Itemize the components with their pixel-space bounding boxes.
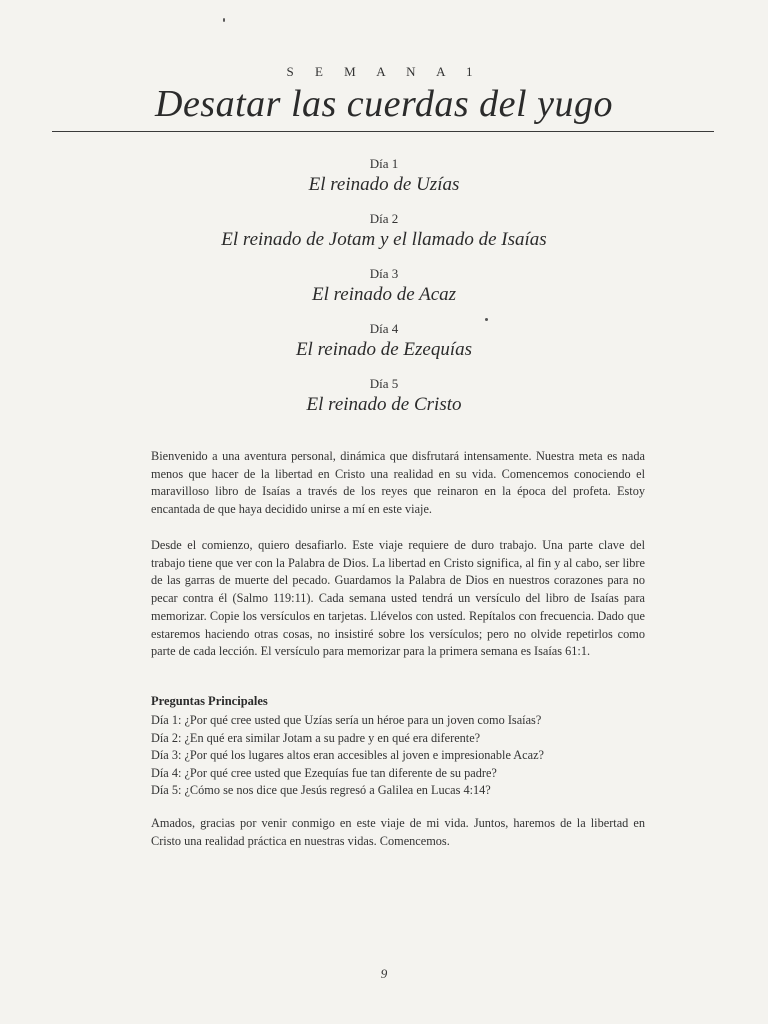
page-title: Desatar las cuerdas del yugo [155, 83, 613, 125]
questions-list [151, 712, 645, 800]
intro-paragraph: Desde el comienzo, quiero desafiarlo. Este viaje requiere de duro trabajo. Una parte clave del trabajo tiene que ver con la Palabra de Dios. La libertad en Cristo significa, al fin y al cabo, ser libre de las garras de muerte del pecado. Guardamos la Palabra de Dios en nuestros corazones para no pecar contra él (Salmo 119:11). Cada semana usted tendrá un versículo del libro de Isaías para memorizar. Copie los versículos en tarjetas. Llévelos con usted. Repítalos con frecuencia. Dado que estaremos haciendo otras cosas, no insistiré sobre los versículos; pero no olvide repetirlos como parte de cada lección. El versículo para memorizar para la primera semana es Isaías 61:1. [151, 538, 645, 659]
day-label: Día 5 [369, 376, 399, 391]
day-label: Día 3 [369, 266, 399, 281]
question-item: Día 1: ¿Por qué cree usted que Uzías sería un héroe para un joven como Isaías? [151, 713, 542, 727]
questions-heading: Preguntas Principales [151, 694, 268, 708]
intro-paragraph: Bienvenido a una aventura personal, dinámica que disfrutará intensamente. Nuestra meta es nada menos que hacer de la libertad en Cristo una realidad en su vida. Comencemos conociendo el maravilloso libro de Isaías a través de los reyes que reinaron en la época del profeta. Estoy encantada de que haya decidido unirse a mí en este viaje. [151, 449, 645, 517]
closing-paragraph: Amados, gracias por venir conmigo en este viaje de mi vida. Juntos, haremos de la libertad en Cristo una realidad práctica en nuestras vidas. Comencemos. [151, 816, 645, 848]
question-item: Día 3: ¿Por qué los lugares altos eran accesibles al joven e impresionable Acaz? [151, 748, 545, 763]
question-item: Día 2: ¿En qué era similar Jotam a su padre y en qué era diferente? [151, 730, 481, 745]
day-title: El reinado de Jotam y el llamado de Isaías [221, 229, 547, 250]
question-item: Día 5: ¿Cómo se nos dice que Jesús regresó a Galilea en Lucas 4:14? [151, 783, 491, 798]
day-title: El reinado de Ezequías [295, 339, 473, 360]
day-title: El reinado de Cristo [306, 394, 462, 415]
day-title: El reinado de Uzías [308, 174, 460, 195]
day-title: El reinado de Acaz [311, 284, 457, 305]
day-entry [0, 210, 768, 252]
day-label: Día 1 [369, 156, 399, 171]
day-entry [0, 320, 768, 362]
week-label: S E M A N A 1 [286, 64, 482, 79]
day-entry [0, 265, 768, 307]
day-entry [0, 155, 768, 197]
day-entry [0, 375, 768, 417]
day-label: Día 2 [369, 211, 399, 226]
day-label: Día 4 [369, 321, 399, 336]
title-divider [52, 131, 714, 132]
scan-speck [223, 18, 225, 22]
question-item: Día 4: ¿Por qué cree usted que Ezequías fue tan diferente de su padre? [151, 765, 497, 780]
page-number: 9 [380, 966, 388, 981]
